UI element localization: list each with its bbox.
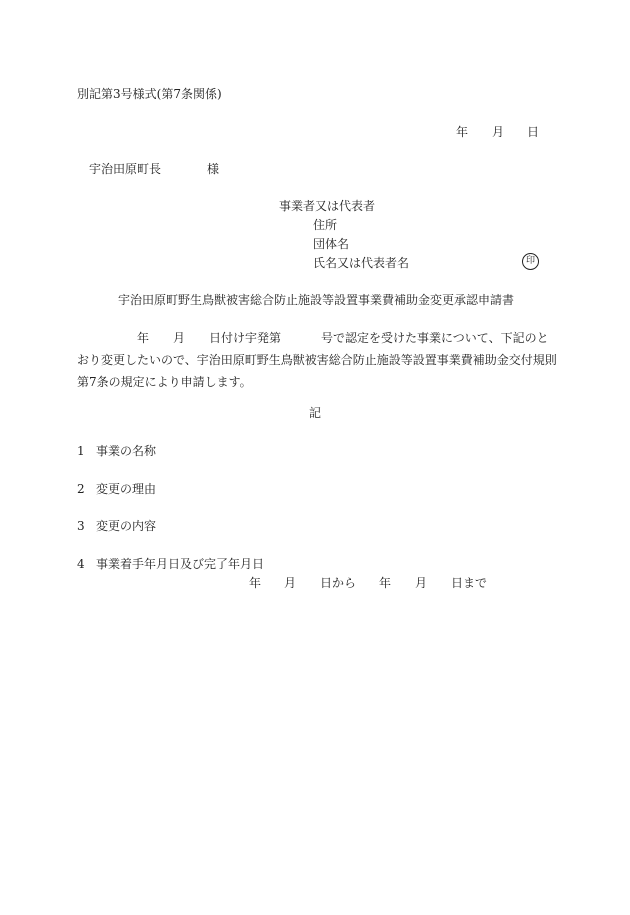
addressee-honorific: 様 [207, 162, 220, 176]
applicant-title: 事業者又は代表者 [279, 199, 376, 213]
item-3-label: 変更の内容 [96, 519, 157, 533]
body-line2: おり変更したいので、宇治田原町野生鳥獣被害総合防止施設等設置事業費補助金交付規則 [77, 353, 557, 367]
item-4-label: 事業着手年月日及び完了年月日 [96, 557, 265, 571]
period-start-month: 月 [284, 576, 297, 590]
date-day: 日 [527, 125, 540, 139]
body-day-ref: 日付け宇発第 [209, 331, 282, 345]
applicant-org-label: 団体名 [313, 237, 350, 251]
item-1-num: 1 [77, 444, 85, 458]
item-2-label: 変更の理由 [96, 482, 157, 496]
body-year: 年 [137, 331, 150, 345]
date-year: 年 [456, 125, 469, 139]
period-start-year: 年 [249, 576, 262, 590]
item-1-label: 事業の名称 [96, 444, 157, 458]
period-end-month: 月 [415, 576, 428, 590]
period-end-day: 日まで [451, 576, 488, 590]
item-3-num: 3 [77, 519, 85, 533]
body-month: 月 [173, 331, 186, 345]
body-paragraph [77, 327, 557, 393]
item-2-num: 2 [77, 482, 85, 496]
applicant-name-label: 氏名又は代表者名 [313, 256, 410, 270]
document-title: 宇治田原町野生鳥獣被害総合防止施設等設置事業費補助金変更承認申請書 [118, 293, 515, 307]
body-line1-rest: 号で認定を受けた事業について、下記のと [321, 331, 549, 345]
applicant-address-label: 住所 [313, 218, 338, 232]
seal-mark: 印 [522, 253, 539, 270]
ki-heading: 記 [309, 406, 322, 420]
period-start-day: 日から [320, 576, 357, 590]
body-line3: 第7条の規定により申請します。 [77, 375, 252, 389]
item-4-num: 4 [77, 557, 85, 571]
addressee-name: 宇治田原町長 [89, 162, 162, 176]
form-label: 別記第3号様式(第7条関係) [77, 87, 222, 101]
date-month: 月 [492, 125, 505, 139]
period-end-year: 年 [379, 576, 392, 590]
